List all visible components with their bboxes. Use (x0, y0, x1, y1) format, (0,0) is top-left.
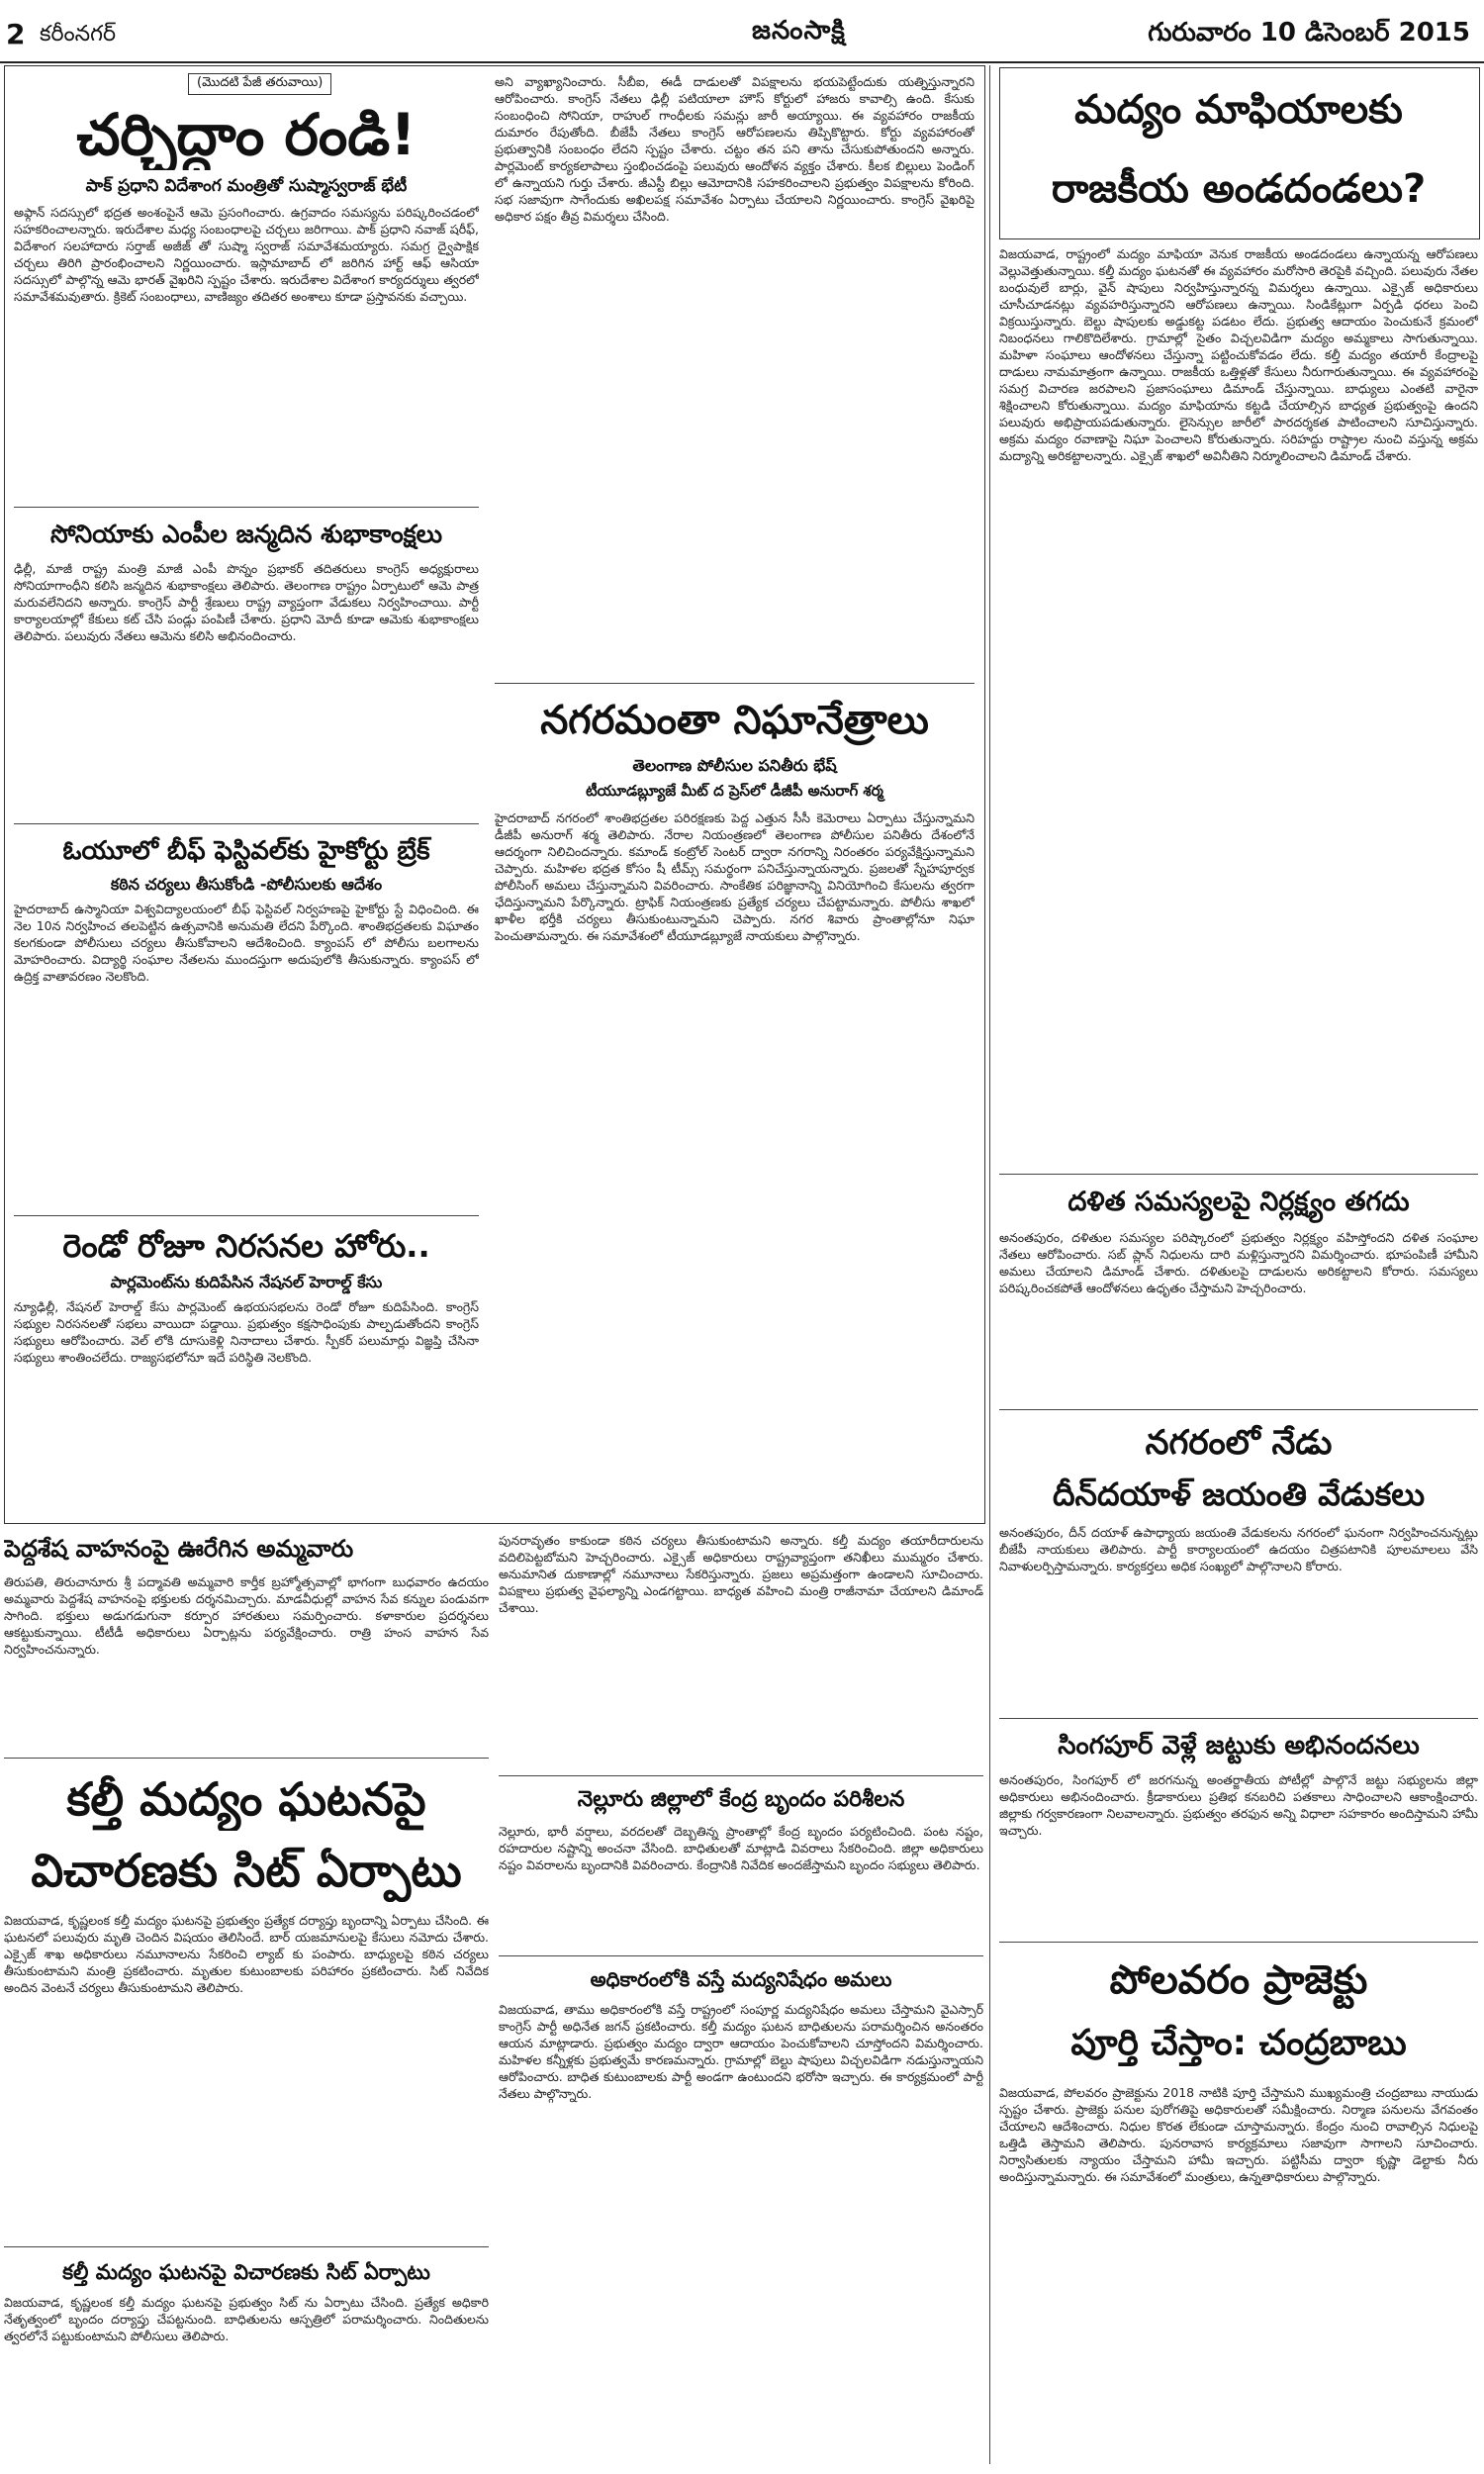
kalthi2-body: విజయవాడ, కృష్ణలంక కల్తీ మద్యం ఘటనపై ప్రభుత్వం సిట్ ను ఏర్పాటు చేసింది. ప్రత్యేక అధికారి నేతృత్వంలో బృందం దర్యాప్తు చేపట్టనుంది. బాధితులను ఆస్పత్రిలో పరామర్శించారు. నిందితులను త్వరలోనే పట్టుకుంటామని పోలీసులు తెలిపారు. (4, 2295, 489, 2343)
polavaram-body: విజయవాడ, పోలవరం ప్రాజెక్టును 2018 నాటికి పూర్తి చేస్తామని ముఖ్యమంత్రి చంద్రబాబు నాయుడు స్పష్టం చేశారు. ప్రాజెక్టు పనుల పురోగతిపై అధికారులతో సమీక్షించారు. నిర్మాణ పనులను వేగవంతం చేయాలని ఆదేశించారు. నిధుల కొరత లేకుండా చూస్తామన్నారు. కేంద్రం నుంచి రావాల్సిన నిధులపై ఒత్తిడి తెస్తామని తెలిపారు. పునరావాస కార్యక్రమాలు సజావుగా సాగాలని సూచించారు. నిర్వాసితులకు న్యాయం చేస్తామని హామీ ఇచ్చారు. పట్టిసీమ ద్వారా కృష్ణా డెల్టాకు నీరు అందిస్తున్నామన్నారు. ఈ సమావేశంలో మంత్రులు, ఉన్నతాధికారులు పాల్గొన్నారు. (999, 2085, 1478, 2184)
mafia-headline-2: రాజకీయ అండదండలు? (1051, 166, 1427, 212)
page-header (0, 0, 1484, 63)
herald-subhead: పార్లమెంట్‌ను కుదిపేసిన నేషనల్ హెరాల్డ్ కేసు (110, 1273, 383, 1291)
dalitha-body: అనంతపురం, దళితుల సమస్యల పరిష్కారంలో ప్రభుత్వం నిర్లక్ష్యం వహిస్తోందని దళిత సంఘాల నేతలు ఆరోపించారు. సబ్ ప్లాన్ నిధులను దారి మళ్లిస్తున్నారని విమర్శించారు. భూపంపిణీ హామీని అమలు చేయాలని డిమాండ్ చేశారు. దళితులపై దాడులను అరికట్టాలని కోరారు. సమస్యలు పరిష్కరించకపోతే ఆందోళనలు ఉధృతం చేస్తామని హెచ్చరించారు. (999, 1230, 1478, 1295)
masthead-logo: జనంసాక్షి (752, 16, 846, 46)
nagaram-body: హైదరాబాద్ నగరంలో శాంతిభద్రతల పరిరక్షణకు పెద్ద ఎత్తున సీసీ కెమెరాలు ఏర్పాటు చేస్తున్నామని డీజీపీ అనురాగ్ శర్మ తెలిపారు. నేరాల నియంత్రణలో తెలంగాణ పోలీసుల పనితీరు దేశంలోనే ఆదర్శంగా నిలిచిందన్నారు. కమాండ్ కంట్రోల్ సెంటర్ ద్వారా నగరాన్ని నిరంతరం పర్యవేక్షిస్తున్నామని చెప్పారు. మహిళల భద్రత కోసం షీ టీమ్స్ సమర్థంగా పనిచేస్తున్నాయన్నారు. ప్రజలతో స్నేహపూర్వక పోలీసింగ్ అమలు చేస్తున్నామని వివరించారు. సాంకేతిక పరిజ్ఞానాన్ని వినియోగించి కేసులను త్వరగా ఛేదిస్తున్నామని పేర్కొన్నారు. ట్రాఫిక్ నియంత్రణకు ప్రత్యేక చర్యలు చేపట్టామన్నారు. పోలీసు శాఖలో ఖాళీల భర్తీకి చర్యలు తీసుకుంటున్నామని చెప్పారు. నగర శివారు ప్రాంతాల్లోనూ నిఘా పెంచుతామన్నారు. ఈ సమావేశంలో టీయూడబ్ల్యూజే నాయకులు పాల్గొన్నారు. (495, 810, 974, 943)
kalthi2-headline: కల్తీ మద్యం ఘటనపై విచారణకు సిట్ ఏర్పాటు (62, 2260, 430, 2284)
page-number: 2 (6, 18, 26, 50)
section-name: కరీంనగర్ (40, 22, 117, 47)
mid-body: పునరావృతం కాకుండా కఠిన చర్యలు తీసుకుంటామని అన్నారు. కల్తీ మద్యం తయారీదారులను వదిలిపెట్టబోమని హెచ్చరించారు. ఎక్సైజ్ అధికారులు రాష్ట్రవ్యాప్తంగా తనిఖీలు ముమ్మరం చేశారు. అనుమానిత దుకాణాల్లో నమూనాలు సేకరిస్తున్నారు. ప్రజలు అప్రమత్తంగా ఉండాలని సూచించారు. విపక్షాలు ప్రభుత్వ వైఫల్యాన్ని ఎండగట్టాయి. బాధ్యత వహించి మంత్రి రాజీనామా చేయాలని డిమాండ్ చేశాయి. (499, 1533, 983, 1615)
mafia-headline-1: మద్యం మాఫియాలకు (1074, 87, 1403, 133)
sonia-headline: సోనియాకు ఎంపీల జన్మదిన శుభాకాంక్షలు (49, 520, 443, 548)
deendayal-headline-1: నగరంలో నేడు (1145, 1423, 1333, 1463)
madyanishedham-headline: అధికారంలోకి వస్తే మద్యనిషేధం అమలు (590, 1967, 892, 1991)
mafia-body: విజయవాడ, రాష్ట్రంలో మద్యం మాఫియా వెనుక రాజకీయ అండదండలు ఉన్నాయన్న ఆరోపణలు వెల్లువెత్తుతున్నాయి. కల్తీ మద్యం ఘటనతో ఈ వ్యవహారం మరోసారి తెరపైకి వచ్చింది. పలువురు నేతల బంధువులే బార్లు, వైన్ షాపులు నిర్వహిస్తున్నారన్న విమర్శలు ఉన్నాయి. ఎక్సైజ్ అధికారులు చూసీచూడనట్లు వ్యవహరిస్తున్నారని ఆరోపణలు ఉన్నాయి. సిండికేట్లుగా ఏర్పడి ధరలు పెంచి విక్రయిస్తున్నారు. బెల్టు షాపులకు అడ్డుకట్ట పడటం లేదు. ప్రభుత్వ ఆదాయం పెంచుకునే క్రమంలో నిబంధనలు గాలికొదిలేశారు. గ్రామాల్లో సైతం విచ్చలవిడిగా మద్యం అమ్మకాలు సాగుతున్నాయి. మహిళా సంఘాలు ఆందోళనలు చేస్తున్నా పట్టించుకోవడం లేదు. కల్తీ మద్యం తయారీ కేంద్రాలపై దాడులు నామమాత్రంగా ఉన్నాయి. రాజకీయ ఒత్తిళ్లతో కేసులు నీరుగారుతున్నాయి. ఈ వ్యవహారంపై సమగ్ర విచారణ జరపాలని ప్రజాసంఘాలు డిమాండ్ చేస్తున్నాయి. బాధ్యులు ఎంతటి వారైనా శిక్షించాలని కోరుతున్నాయి. మద్యం మాఫియాను కట్టడి చేయాల్సిన బాధ్యత ప్రభుత్వంపై ఉందని పలువురు అభిప్రాయపడుతున్నారు. లైసెన్సుల జారీలో పారదర్శకత పాటించాలని సూచిస్తున్నారు. అక్రమ మద్యం రవాణాపై నిఘా పెంచాలని కోరుతున్నారు. సరిహద్దు రాష్ట్రాల నుంచి వస్తున్న అక్రమ మద్యాన్ని అరికట్టాలన్నారు. ఎక్సైజ్ శాఖలో అవినీతిని నిర్మూలించాలని డిమాండ్ చేశారు. (999, 246, 1478, 463)
sonia-body: ఢిల్లీ, మాజీ రాష్ట్ర మంత్రి మాజీ ఎంపీ పొన్నం ప్రభాకర్ తదితరులు కాంగ్రెస్ అధ్యక్షురాలు సోనియాగాంధీని కలిసి జన్మదిన శుభాకాంక్షలు తెలిపారు. తెలంగాణ రాష్ట్రం ఏర్పాటులో ఆమె పాత్ర మరువలేనిదని అన్నారు. కాంగ్రెస్ పార్టీ శ్రేణులు రాష్ట్ర వ్యాప్తంగా వేడుకలు నిర్వహించాయి. పార్టీ కార్యాలయాల్లో కేకులు కట్ చేసి పండ్లు పంపిణీ చేశారు. ప్రధాని మోదీ కూడా ఆమెకు శుభాకాంక్షలు తెలిపారు. పలువురు నేతలు ఆమెను కలిసి అభినందించారు. (14, 561, 479, 643)
issue-date: గురువారం 10 డిసెంబర్ 2015 (1148, 18, 1470, 48)
lead-headline: చర్చిద్దాం రండి! (76, 101, 417, 168)
kalthi-headline-1: కల్తీ మద్యం ఘటనపై (66, 1772, 426, 1826)
beef-subhead: కఠిన చర్యలు తీసుకోండి -పోలీసులకు ఆదేశం (110, 875, 383, 894)
kalthi-headline-2: విచారణకు సిట్ ఏర్పాటు (31, 1844, 462, 1897)
lead-kicker: (మొదటి పేజీ తరువాయి) (188, 73, 331, 95)
dalitha-headline: దళిత సమస్యలపై నిర్లక్ష్యం తగదు (1067, 1187, 1410, 1217)
polavaram-headline-1: పోలవరం ప్రాజెక్టు (1109, 1957, 1368, 2003)
peddasesha-body: తిరుపతి, తిరుచానూరు శ్రీ పద్మావతి అమ్మవారి కార్తీక బ్రహ్మోత్సవాల్లో భాగంగా బుధవారం ఉదయం అమ్మవారు పెద్దశేష వాహనంపై భక్తులకు దర్శనమిచ్చారు. మాడవీధుల్లో వాహన సేవ కన్నుల పండువగా సాగింది. భక్తులు అడుగడుగునా కర్పూర హారతులు సమర్పించారు. కళాకారుల ప్రదర్శనలు ఆకట్టుకున్నాయి. టీటీడీ అధికారులు ఏర్పాట్లను పర్యవేక్షించారు. రాత్రి హంస వాహన సేవ నిర్వహించనున్నారు. (4, 1574, 489, 1657)
lead-body: అఫ్గాన్ సదస్సులో భద్రత అంశంపైనే ఆమె ప్రసంగించారు. ఉగ్రవాదం సమస్యను పరిష్కరించడంలో సహకరించాలన్నారు. ఇరుదేశాల మధ్య సంబంధాలపై చర్చలు జరిగాయి. పాక్ ప్రధాని నవాజ్ షరీఫ్, విదేశాంగ సలహాదారు సర్తాజ్ అజీజ్ తో సుష్మా స్వరాజ్ సమావేశమయ్యారు. సమగ్ర ద్వైపాక్షిక చర్చలు తిరిగి ప్రారంభించాలని నిర్ణయించారు. ఇస్లామాబాద్ లో జరిగిన హార్ట్ ఆఫ్ ఆసియా సదస్సులో పాల్గొన్న ఆమె భారత్ వైఖరిని స్పష్టం చేశారు. ఇరుదేశాల విదేశాంగ కార్యదర్శులు త్వరలో సమావేశమవుతారు. క్రికెట్ సంబంధాలు, వాణిజ్యం తదితర అంశాలు కూడా ప్రస్తావనకు వచ్చాయి. (14, 205, 479, 304)
deendayal-headline-2: దీన్‌దయాళ్ జయంతి వేడుకలు (1052, 1475, 1426, 1513)
col2-body: అని వ్యాఖ్యానించారు. సీబీఐ, ఈడీ దాడులతో విపక్షాలను భయపెట్టేందుకు యత్నిస్తున్నారని ఆరోపించారు. కాంగ్రెస్ నేతలు ఢిల్లీ పటియాలా హౌస్ కోర్టులో హాజరు కావాల్సి ఉంది. కేసుకు సంబంధించి సోనియా, రాహుల్ గాంధీలకు సమన్లు జారీ అయ్యాయి. ఈ వ్యవహారం రాజకీయ దుమారం రేపుతోంది. బీజేపీ నేతలు కాంగ్రెస్ ఆరోపణలను తిప్పికొట్టారు. కోర్టు వ్యవహారంతో ప్రభుత్వానికి సంబంధం లేదని స్పష్టం చేశారు. చట్టం తన పని తాను చేసుకుపోతుందని అన్నారు. పార్లమెంట్ కార్యకలాపాలు స్తంభించడంపై పలువురు ఆందోళన వ్యక్తం చేశారు. కీలక బిల్లులు పెండింగ్ లో ఉన్నాయని గుర్తు చేశారు. జీఎస్టీ బిల్లు ఆమోదానికి సహకరించాలని ప్రభుత్వం విపక్షాలను కోరింది. సభ సజావుగా సాగేందుకు అఖిలపక్ష సమావేశం ఏర్పాటు చేయాలని నిర్ణయించారు. కాంగ్రెస్ వైఖరిపై అధికార పక్షం తీవ్ర విమర్శలు చేసింది. (495, 74, 974, 224)
nellore-headline: నెల్లూరు జిల్లాలో కేంద్ర బృందం పరిశీలన (577, 1787, 905, 1812)
nagaram-subhead1: తెలంగాణ పోలీసుల పనితీరు భేష్ (632, 756, 837, 775)
polavaram-headline-2: పూర్తి చేస్తాం: చంద్రబాబు (1070, 2023, 1407, 2063)
singapore-headline: సింగపూర్ వెళ్లే జట్టుకు అభినందనలు (1058, 1731, 1420, 1760)
nagaram-headline: నగరమంతా నిఘానేత్రాలు (540, 698, 929, 743)
herald-headline: రెండో రోజూ నిరసనల హోరు.. (62, 1227, 430, 1265)
deendayal-body: అనంతపురం, దీన్ దయాళ్ ఉపాధ్యాయ జయంతి వేడుకలను నగరంలో ఘనంగా నిర్వహించనున్నట్లు బీజేపీ నాయకులు తెలిపారు. పార్టీ కార్యాలయంలో ఉదయం చిత్రపటానికి పూలమాలలు వేసి నివాళులర్పిస్తామన్నారు. కార్యకర్తలు అధిక సంఖ్యలో పాల్గొనాలని కోరారు. (999, 1525, 1478, 1573)
beef-body: హైదరాబాద్ ఉస్మానియా విశ్వవిద్యాలయంలో బీఫ్ ఫెస్టివల్ నిర్వహణపై హైకోర్టు స్టే విధించింది. ఈ నెల 10న నిర్వహించ తలపెట్టిన ఉత్సవానికి అనుమతి లేదని పేర్కొంది. శాంతిభద్రతలకు విఘాతం కలగకుండా పోలీసులు చర్యలు తీసుకోవాలని ఆదేశించింది. క్యాంపస్ లో పోలీసు బలగాలను మోహరించారు. విద్యార్థి సంఘాల నేతలను ముందస్తుగా అదుపులోకి తీసుకున్నారు. క్యాంపస్ లో ఉద్రిక్త వాతావరణం నెలకొంది. (14, 902, 479, 984)
herald-body: న్యూఢిల్లీ, నేషనల్ హెరాల్డ్ కేసు పార్లమెంట్ ఉభయసభలను రెండో రోజూ కుదిపేసింది. కాంగ్రెస్ సభ్యుల నిరసనలతో సభలు వాయిదా పడ్డాయి. ప్రభుత్వం కక్షసాధింపుకు పాల్పడుతోందని కాంగ్రెస్ సభ్యులు ఆరోపించారు. వెల్ లోకి దూసుకెళ్లి నినాదాలు చేశారు. స్పీకర్ పలుమార్లు విజ్ఞప్తి చేసినా సభ్యులు శాంతించలేదు. రాజ్యసభలోనూ ఇదే పరిస్థితి నెలకొంది. (14, 1299, 479, 1365)
beef-headline: ఓయూలో బీఫ్ ఫెస్టివల్‌కు హైకోర్టు బ్రేక్ (62, 836, 430, 866)
nagaram-subhead2: టీయూడబ్ల్యూజే మీట్ ద ప్రెస్‌లో డీజీపీ అనురాగ్ శర్మ (586, 782, 883, 800)
singapore-body: అనంతపురం, సింగపూర్ లో జరగనున్న అంతర్జాతీయ పోటీల్లో పాల్గొనే జట్టు సభ్యులను జిల్లా అధికారులు అభినందించారు. క్రీడాకారులు ప్రతిభ కనబరిచి పతకాలు సాధించాలని ఆకాంక్షించారు. జిల్లాకు గర్వకారణంగా నిలవాలన్నారు. ప్రభుత్వం తరఫున అన్ని విధాలా సహకారం అందిస్తామని హామీ ఇచ్చారు. (999, 1772, 1478, 1838)
kalthi-body: విజయవాడ, కృష్ణలంక కల్తీ మద్యం ఘటనపై ప్రభుత్వం ప్రత్యేక దర్యాప్తు బృందాన్ని ఏర్పాటు చేసింది. ఈ ఘటనలో పలువురు మృతి చెందిన విషయం తెలిసిందే. బార్ యజమానులపై కేసులు నమోదు చేశారు. ఎక్సైజ్ శాఖ అధికారులు నమూనాలను సేకరించి ల్యాబ్ కు పంపారు. బాధ్యులపై కఠిన చర్యలు తీసుకుంటామని మంత్రి ప్రకటించారు. మృతుల కుటుంబాలకు పరిహారం ప్రకటించారు. సిట్ నివేదిక అందిన వెంటనే చర్యలు తీసుకుంటామని తెలిపారు. (4, 1913, 489, 1995)
lead-subhead: పాక్ ప్రధాని విదేశాంగ మంత్రితో సుష్మాస్వరాజ్ భేటీ (85, 176, 408, 196)
peddasesha-headline: పెద్దశేష వాహనంపై ఊరేగిన అమ్మవారు (4, 1535, 354, 1563)
nellore-body: నెల్లూరు, భారీ వర్షాలు, వరదలతో దెబ్బతిన్న ప్రాంతాల్లో కేంద్ర బృందం పర్యటించింది. పంట నష్టం, రహదారుల నష్టాన్ని అంచనా వేసింది. బాధితులతో మాట్లాడి వివరాలు సేకరించింది. జిల్లా అధికారులు నష్టం వివరాలను బృందానికి వివరించారు. కేంద్రానికి నివేదిక అందజేస్తామని బృందం సభ్యులు తెలిపారు. (499, 1824, 983, 1872)
madyanishedham-body: విజయవాడ, తాము అధికారంలోకి వస్తే రాష్ట్రంలో సంపూర్ణ మద్యనిషేధం అమలు చేస్తామని వైఎస్సార్ కాంగ్రెస్ పార్టీ అధినేత జగన్ ప్రకటించారు. కల్తీ మద్యం ఘటన బాధితులను పరామర్శించిన అనంతరం ఆయన మాట్లాడారు. ప్రభుత్వం మద్యం ద్వారా ఆదాయం పెంచుకోవాలని చూస్తోందని విమర్శించారు. మహిళల కన్నీళ్లకు ప్రభుత్వమే కారణమన్నారు. గ్రామాల్లో బెల్టు షాపులు విచ్చలవిడిగా నడుస్తున్నాయని ఆరోపించారు. బాధిత కుటుంబాలకు పార్టీ అండగా ఉంటుందని భరోసా ఇచ్చారు. ఈ కార్యక్రమంలో పార్టీ నేతలు పాల్గొన్నారు. (499, 2002, 983, 2101)
